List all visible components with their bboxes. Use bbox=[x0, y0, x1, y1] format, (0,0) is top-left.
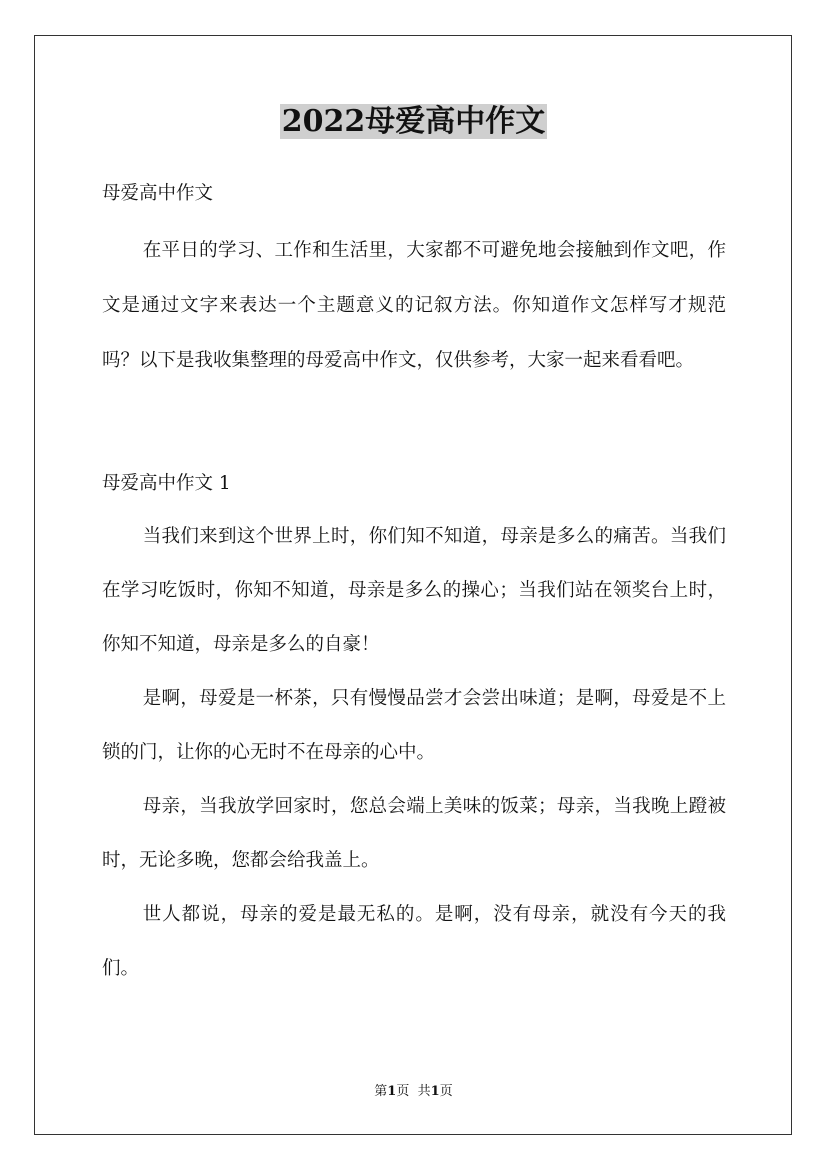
document-title-text: 2022母爱高中作文 bbox=[281, 104, 546, 139]
page-label-prefix: 第 bbox=[374, 1084, 388, 1099]
section-heading: 母爱高中作文 1 bbox=[102, 473, 231, 494]
paragraph: 世人都说，母亲的爱是最无私的。是啊，没有母亲，就没有今天的我们。 bbox=[102, 904, 726, 979]
total-label-prefix: 共 bbox=[417, 1084, 431, 1099]
total-label-suffix: 页 bbox=[439, 1084, 453, 1099]
section-heading: 母爱高中作文 bbox=[102, 183, 214, 204]
paragraph: 是啊，母爱是一杯茶，只有慢慢品尝才会尝出味道；是啊，母爱是不上锁的门，让你的心无时不在母亲的心中。 bbox=[102, 688, 726, 763]
section-intro bbox=[102, 168, 726, 388]
page-number-total: 1 bbox=[430, 1084, 440, 1099]
page-footer bbox=[0, 1082, 827, 1102]
page-number-current: 1 bbox=[387, 1084, 397, 1099]
document-title bbox=[0, 98, 827, 146]
document-body bbox=[102, 168, 726, 996]
page-label-suffix: 页 bbox=[396, 1084, 410, 1099]
paragraph: 母亲，当我放学回家时，您总会端上美味的饭菜；母亲，当我晚上蹬被时，无论多晚，您都会给我盖上。 bbox=[102, 796, 726, 871]
section-essay-1 bbox=[102, 458, 726, 996]
section-spacer bbox=[102, 388, 726, 458]
paragraph: 当我们来到这个世界上时，你们知不知道，母亲是多么的痛苦。当我们在学习吃饭时，你知不知道，母亲是多么的操心；当我们站在领奖台上时，你知不知道，母亲是多么的自豪！ bbox=[102, 526, 726, 655]
paragraph: 在平日的学习、工作和生活里，大家都不可避免地会接触到作文吧，作文是通过文字来表达一个主题意义的记叙方法。你知道作文怎样写才规范吗？以下是我收集整理的母爱高中作文，仅供参考，大家一起来看看吧。 bbox=[102, 240, 726, 371]
